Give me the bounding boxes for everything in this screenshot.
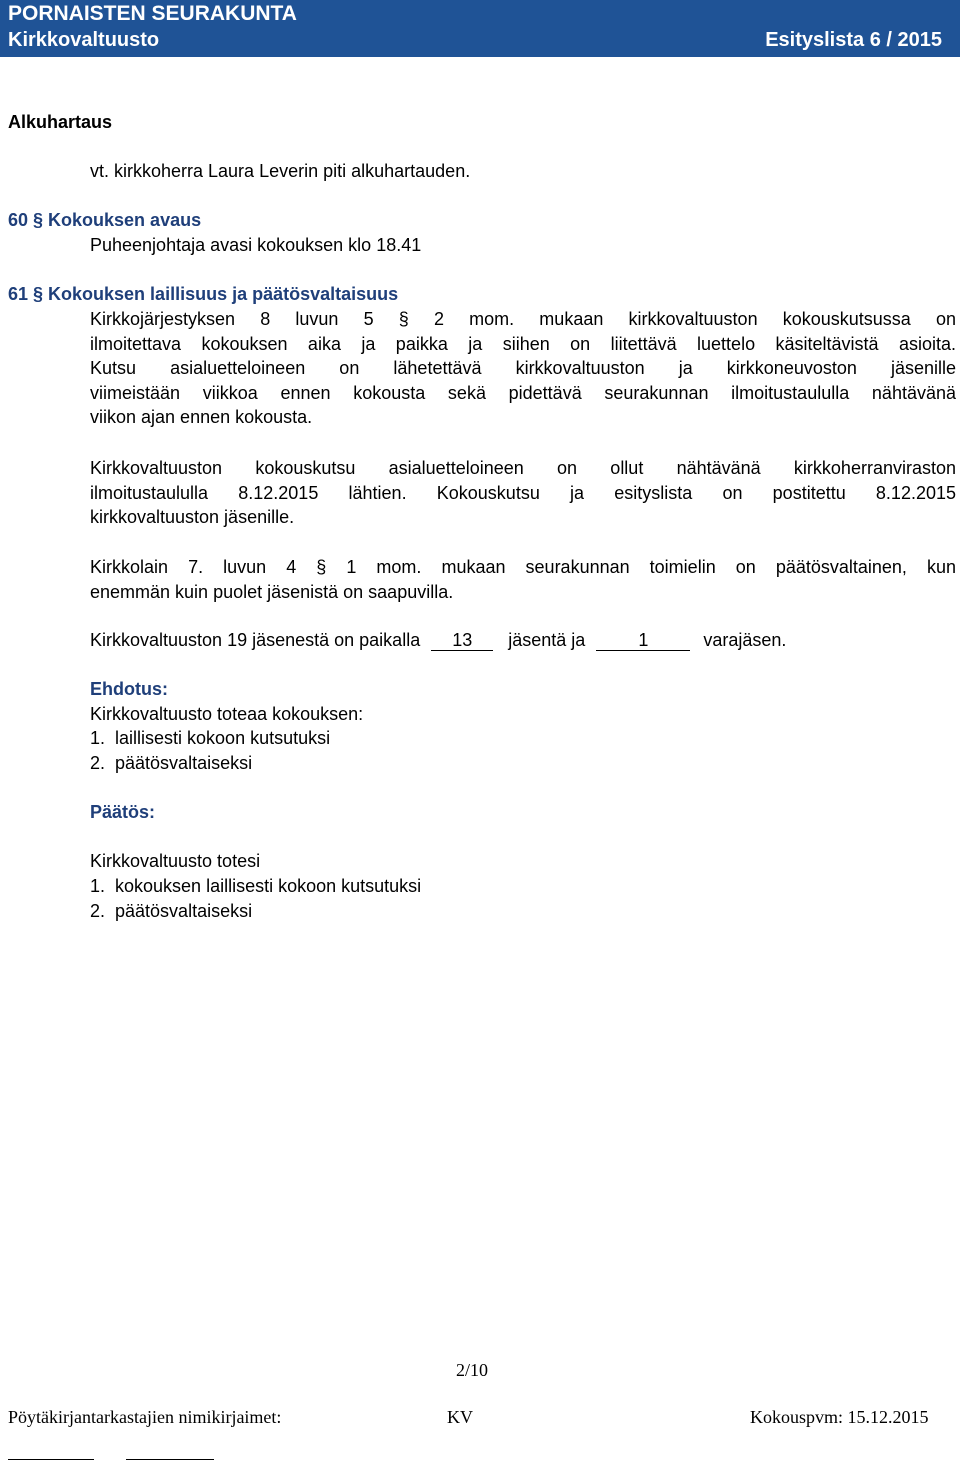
paragraph-line: ilmoitustaululla 8.12.2015 lähtien. Kokouskutsu ja esityslista on postitettu 8.12.2015 — [90, 482, 956, 503]
organization-name: PORNAISTEN SEURAKUNTA — [8, 2, 297, 25]
members-present-value: 13 — [431, 631, 493, 651]
item-60-heading: 60 § Kokouksen avaus — [8, 210, 202, 230]
meeting-date: Kokouspvm: 15.12.2015 — [750, 1407, 929, 1427]
signature-line — [126, 1459, 214, 1460]
attendance-suffix: varajäsen. — [703, 630, 787, 650]
paragraph-line: Kirkkovaltuuston kokouskutsu asialuetteloineen on ollut nähtävänä kirkkoherranviraston — [90, 458, 956, 478]
paragraph-line: Kutsu asialuetteloineen on lähetettävä kirkkovaltuuston ja kirkkoneuvoston jäsenille — [90, 358, 956, 378]
quorum-rule-paragraph — [90, 555, 956, 604]
paragraph-line: kirkkovaltuuston jäsenille. — [90, 507, 295, 527]
attendance-prefix: Kirkkovaltuuston 19 jäsenestä on paikalla — [90, 630, 421, 650]
attendance-middle: jäsentä ja — [508, 630, 586, 650]
proposal-item: 2. päätösvaltaiseksi — [90, 753, 253, 773]
opening-text: vt. kirkkoherra Laura Leverin piti alkuhartauden. — [90, 161, 471, 181]
item-60-text: Puheenjohtaja avasi kokouksen klo 18.41 — [90, 235, 422, 255]
attendance-line — [90, 630, 786, 651]
reviewer-initials: KV — [447, 1407, 473, 1427]
decision-intro: Kirkkovaltuusto totesi — [90, 851, 261, 871]
deputies-present-value: 1 — [596, 631, 690, 651]
paragraph-line: ilmoitettava kokouksen aika ja paikka ja siihen on liitettävä luettelo käsiteltävistä asioita. — [90, 333, 956, 354]
decision-item: 2. päätösvaltaiseksi — [90, 901, 253, 921]
legal-basis-paragraph — [90, 307, 956, 430]
proposal-intro: Kirkkovaltuusto toteaa kokouksen: — [90, 704, 364, 724]
item-61-heading: 61 § Kokouksen laillisuus ja päätösvaltaisuus — [8, 284, 399, 304]
initials-label: Pöytäkirjantarkastajien nimikirjaimet: — [8, 1407, 282, 1427]
paragraph-line: viikon ajan ennen kokousta. — [90, 407, 313, 427]
decision-item: 1. kokouksen laillisesti kokoon kutsutuksi — [90, 876, 422, 896]
paragraph-line: Kirkkojärjestyksen 8 luvun 5 § 2 mom. mukaan kirkkovaltuuston kokouskutsussa on — [90, 309, 956, 329]
agenda-number: Esityslista 6 / 2015 — [765, 29, 942, 51]
proposal-label: Ehdotus: — [90, 679, 168, 699]
opening-heading: Alkuhartaus — [8, 112, 113, 132]
governing-body: Kirkkovaltuusto — [8, 29, 160, 51]
notice-paragraph — [90, 456, 956, 530]
signature-line — [8, 1459, 94, 1460]
proposal-item: 1. laillisesti kokoon kutsutuksi — [90, 728, 331, 748]
page-number: 2/10 — [456, 1360, 489, 1380]
paragraph-line: viimeistään viikkoa ennen kokousta sekä pidettävä seurakunnan ilmoitustaululla nähtävänä — [90, 382, 956, 403]
decision-label: Päätös: — [90, 802, 156, 822]
paragraph-line: enemmän kuin puolet jäsenistä on saapuvilla. — [90, 581, 454, 602]
paragraph-line: Kirkkolain 7. luvun 4 § 1 mom. mukaan seurakunnan toimielin on päätösvaltainen, kun — [90, 557, 956, 577]
